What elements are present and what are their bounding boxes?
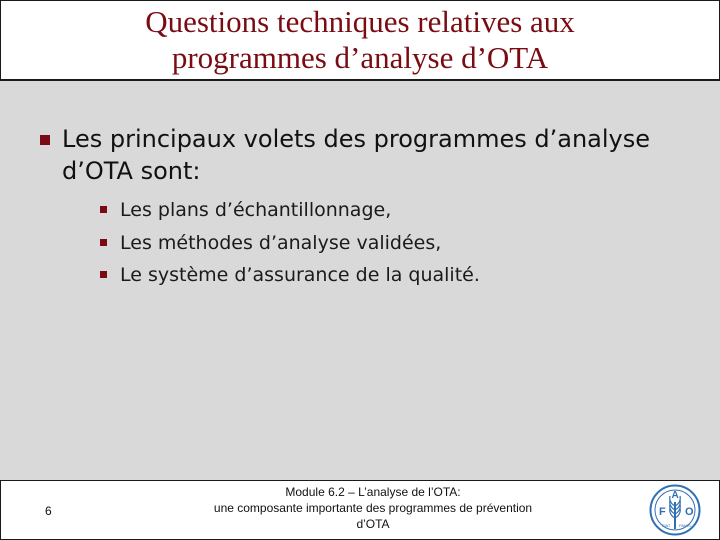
sub-bullet-text: Le système d’assurance de la qualité. <box>120 264 480 286</box>
svg-text:F: F <box>659 506 666 518</box>
slide-title-line: Questions techniques relatives aux <box>145 4 575 39</box>
square-bullet-icon <box>100 271 107 278</box>
square-bullet-icon <box>40 135 50 145</box>
sub-bullet-text: Les plans d’échantillonnage, <box>120 199 392 221</box>
svg-text:O: O <box>685 506 694 518</box>
footer-line: d’OTA <box>356 517 390 531</box>
sub-bullet-item <box>120 263 680 287</box>
slide-title-line: programmes d’analyse d’OTA <box>171 40 549 75</box>
main-bullet-item <box>62 123 662 187</box>
sub-bullet-item <box>120 198 680 222</box>
slide-header <box>0 0 720 81</box>
svg-text:PANIS: PANIS <box>679 523 691 528</box>
main-bullet-text: Les principaux volets des programmes d’analyse d’OTA sont: <box>62 125 651 185</box>
footer-line: Module 6.2 – L’analyse de l’OTA: <box>285 485 461 499</box>
fao-logo-icon <box>649 484 701 536</box>
slide-title <box>50 4 670 76</box>
sub-bullet-item <box>120 231 680 255</box>
slide-content <box>0 81 720 480</box>
footer-line: une composante importante des programmes de prévention <box>213 501 533 515</box>
sub-bullet-text: Les méthodes d’analyse validées, <box>120 232 442 254</box>
square-bullet-icon <box>100 206 107 213</box>
square-bullet-icon <box>100 239 107 246</box>
svg-text:A: A <box>671 490 679 501</box>
svg-text:FIAT: FIAT <box>662 523 671 528</box>
page-number: 6 <box>45 504 52 518</box>
footer-module-text <box>177 484 569 532</box>
slide-footer <box>0 480 720 540</box>
